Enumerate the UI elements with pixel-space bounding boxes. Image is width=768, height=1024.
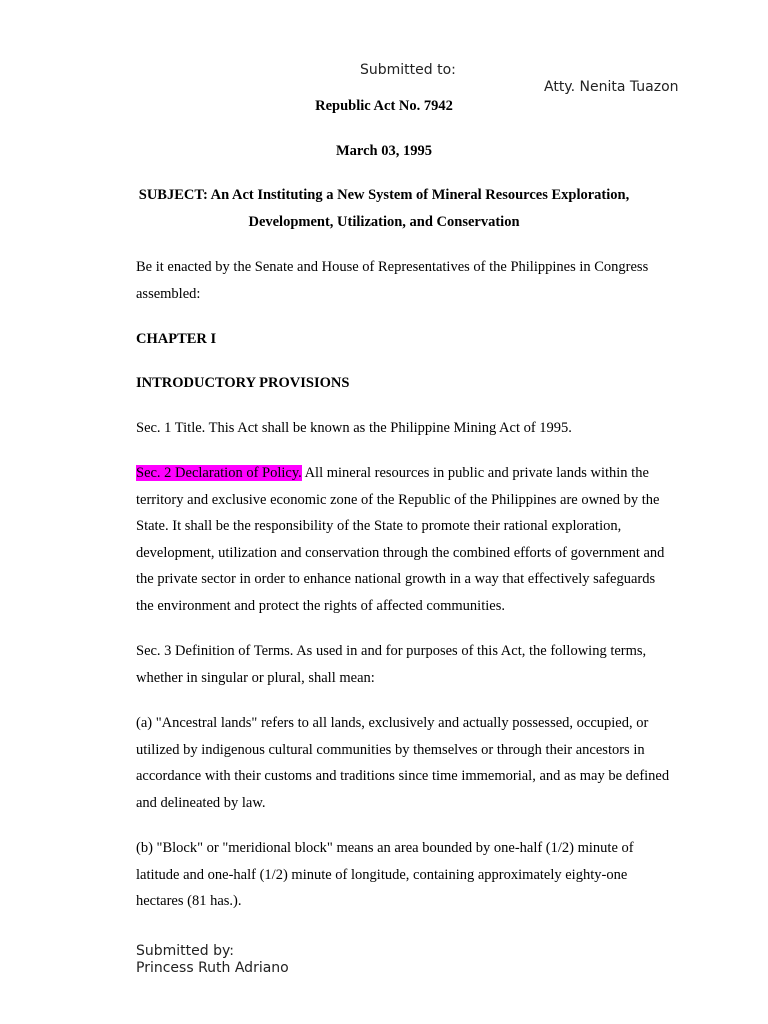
chapter-heading: CHAPTER I — [136, 331, 217, 347]
definition-b: (b) "Block" or "meridional block" means an area bounded by one-half (1/2) minute of latitude and one-half (1/2) minute of longitude, containing approximately eighty-one hectares (81 has.). — [136, 840, 634, 909]
subject-line-2: Development, Utilization, and Conservation — [248, 214, 520, 230]
section-1: Sec. 1 Title. This Act shall be known as the Philippine Mining Act of 1995. — [136, 420, 572, 436]
submitted-to-name: Atty. Nenita Tuazon — [544, 79, 679, 95]
submitted-by-name: Princess Ruth Adriano — [136, 960, 289, 976]
section-2 — [136, 460, 676, 619]
section-2-text: All mineral resources in public and private lands within the territory and exclusive economic zone of the Republic of the Philippines are owned by the State. It shall be the responsibility of the State to promote their rational exploration, development, utilization and conservation through the combined efforts of government and the private sector in order to enhance national growth in a way that effectively safeguards the environment and protect the rights of affected communities. — [136, 465, 665, 614]
highlighted-section-heading: Sec. 2 Declaration of Policy. — [136, 465, 302, 481]
subject-line-1: SUBJECT: An Act Instituting a New System of Mineral Resources Exploration, — [138, 187, 630, 203]
chapter-title: INTRODUCTORY PROVISIONS — [136, 375, 350, 391]
enacting-clause: Be it enacted by the Senate and House of Representatives of the Philippines in Congress assembled: — [136, 259, 649, 302]
definition-a: (a) "Ancestral lands" refers to all lands, exclusively and actually possessed, occupied, or utilized by indigenous cultural communities by themselves or through their ancestors in accordance with their customs and traditions since time immemorial, and as may be defined and delineated by law. — [136, 715, 670, 811]
submitted-by-label: Submitted by: — [136, 943, 234, 959]
submitted-to-label: Submitted to: — [360, 62, 456, 78]
act-date: March 03, 1995 — [336, 143, 432, 159]
section-3: Sec. 3 Definition of Terms. As used in and for purposes of this Act, the following terms, whether in singular or plural, shall mean: — [136, 643, 647, 686]
act-number: Republic Act No. 7942 — [315, 98, 453, 114]
